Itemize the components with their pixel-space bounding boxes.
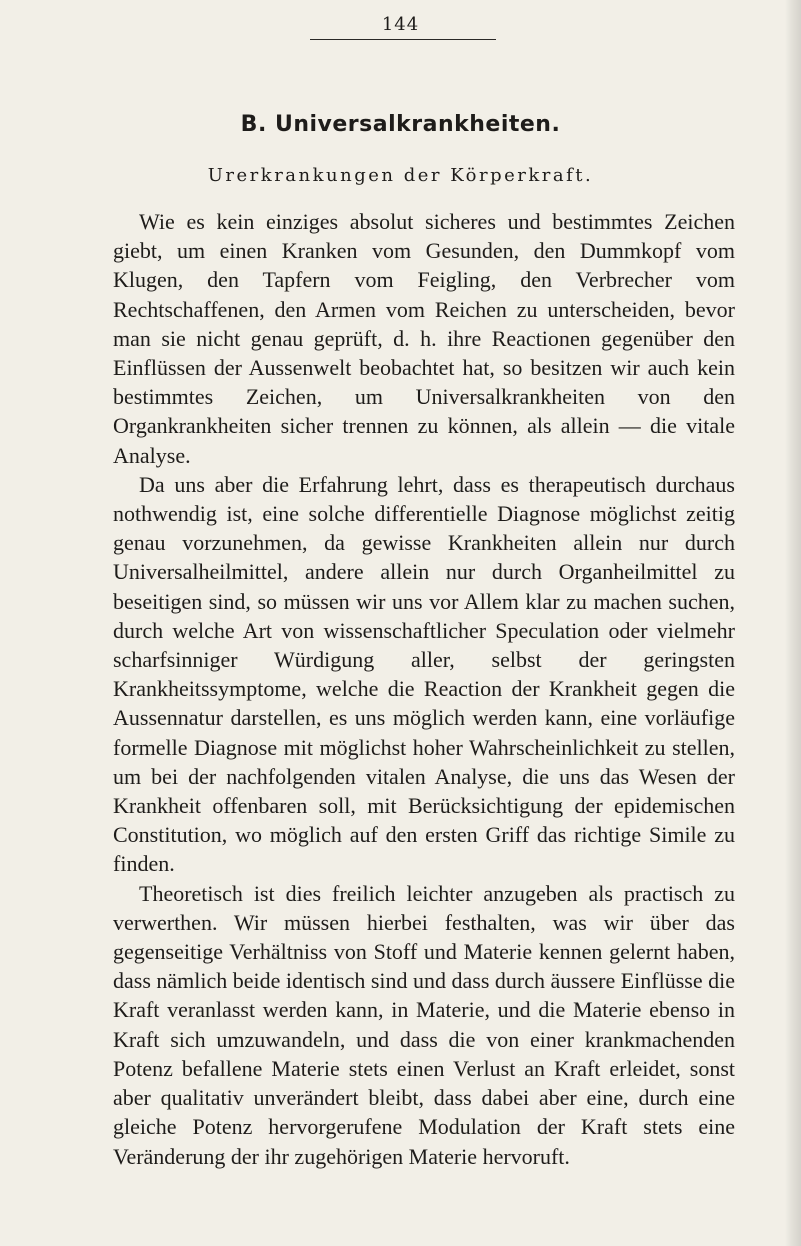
page-number: 144 xyxy=(381,14,420,35)
paragraph-1: Wie es kein einziges absolut sicheres und bestimmtes Zeichen giebt, um einen Kranken vom Gesunden, den Dummkopf vom Klugen, den Tapfern vom Feigling, den Verbrecher vom Rechtschaffenen, den Armen vom Reichen zu unterscheiden, bevor man sie nicht genau geprüft, d. h. ihre Reactionen gegenüber den Einflüssen der Aussenwelt beobachtet hat, so besitzen wir auch kein bestimmtes Zeichen, um Universalkrankheiten von den Organkrankheiten sicher trennen zu können, als allein — die vitale Analyse. xyxy=(113,209,735,468)
body-text xyxy=(113,207,735,1171)
paragraph-2: Da uns aber die Erfahrung lehrt, dass es therapeutisch durchaus nothwendig ist, eine solche differentielle Diagnose möglichst zeitig genau vorzunehmen, da gewisse Krankheiten allein nur durch Universalheilmittel, andere allein nur durch Organheilmittel zu beseitigen sind, so müssen wir uns vor Allem klar zu machen suchen, durch welche Art von wissenschaftlicher Speculation oder vielmehr scharfsinniger Würdigung aller, selbst der geringsten Krankheitssymptome, welche die Reaction der Krankheit gegen die Aussennatur darstellen, es uns möglich werden kann, eine vorläufige formelle Diagnose mit möglichst hoher Wahrscheinlichkeit zu stellen, um bei der nachfolgenden vitalen Analyse, die uns das Wesen der Krankheit offenbaren soll, mit Berücksichtigung der epidemischen Constitution, wo möglich auf den ersten Griff das richtige Simile zu finden. xyxy=(113,471,735,877)
section-heading: B. Universalkrankheiten. xyxy=(240,112,561,137)
header-rule xyxy=(310,39,496,40)
subheading: Urerkrankungen der Körperkraft. xyxy=(207,165,594,186)
paragraph-3: Theoretisch ist dies freilich leichter anzugeben als practisch zu verwerthen. Wir müssen hierbei festhalten, was wir über das gegenseitige Verhältniss von Stoff und Materie kennen gelernt haben, dass nämlich beide identisch sind und dass durch äussere Einflüsse die Kraft veranlasst werden kann, in Materie, und die Materie ebenso in Kraft sich umzuwandeln, und dass die von einer krankmachenden Potenz befallene Materie stets einen Verlust an Kraft erleidet, sonst aber qualitativ unverändert bleibt, dass dabei aber eine, durch eine gleiche Potenz hervorgerufene Modulation der Kraft stets eine Veränderung der ihr zugehörigen Materie hervoruft. xyxy=(113,880,735,1169)
page-edge-shadow xyxy=(785,0,801,1246)
